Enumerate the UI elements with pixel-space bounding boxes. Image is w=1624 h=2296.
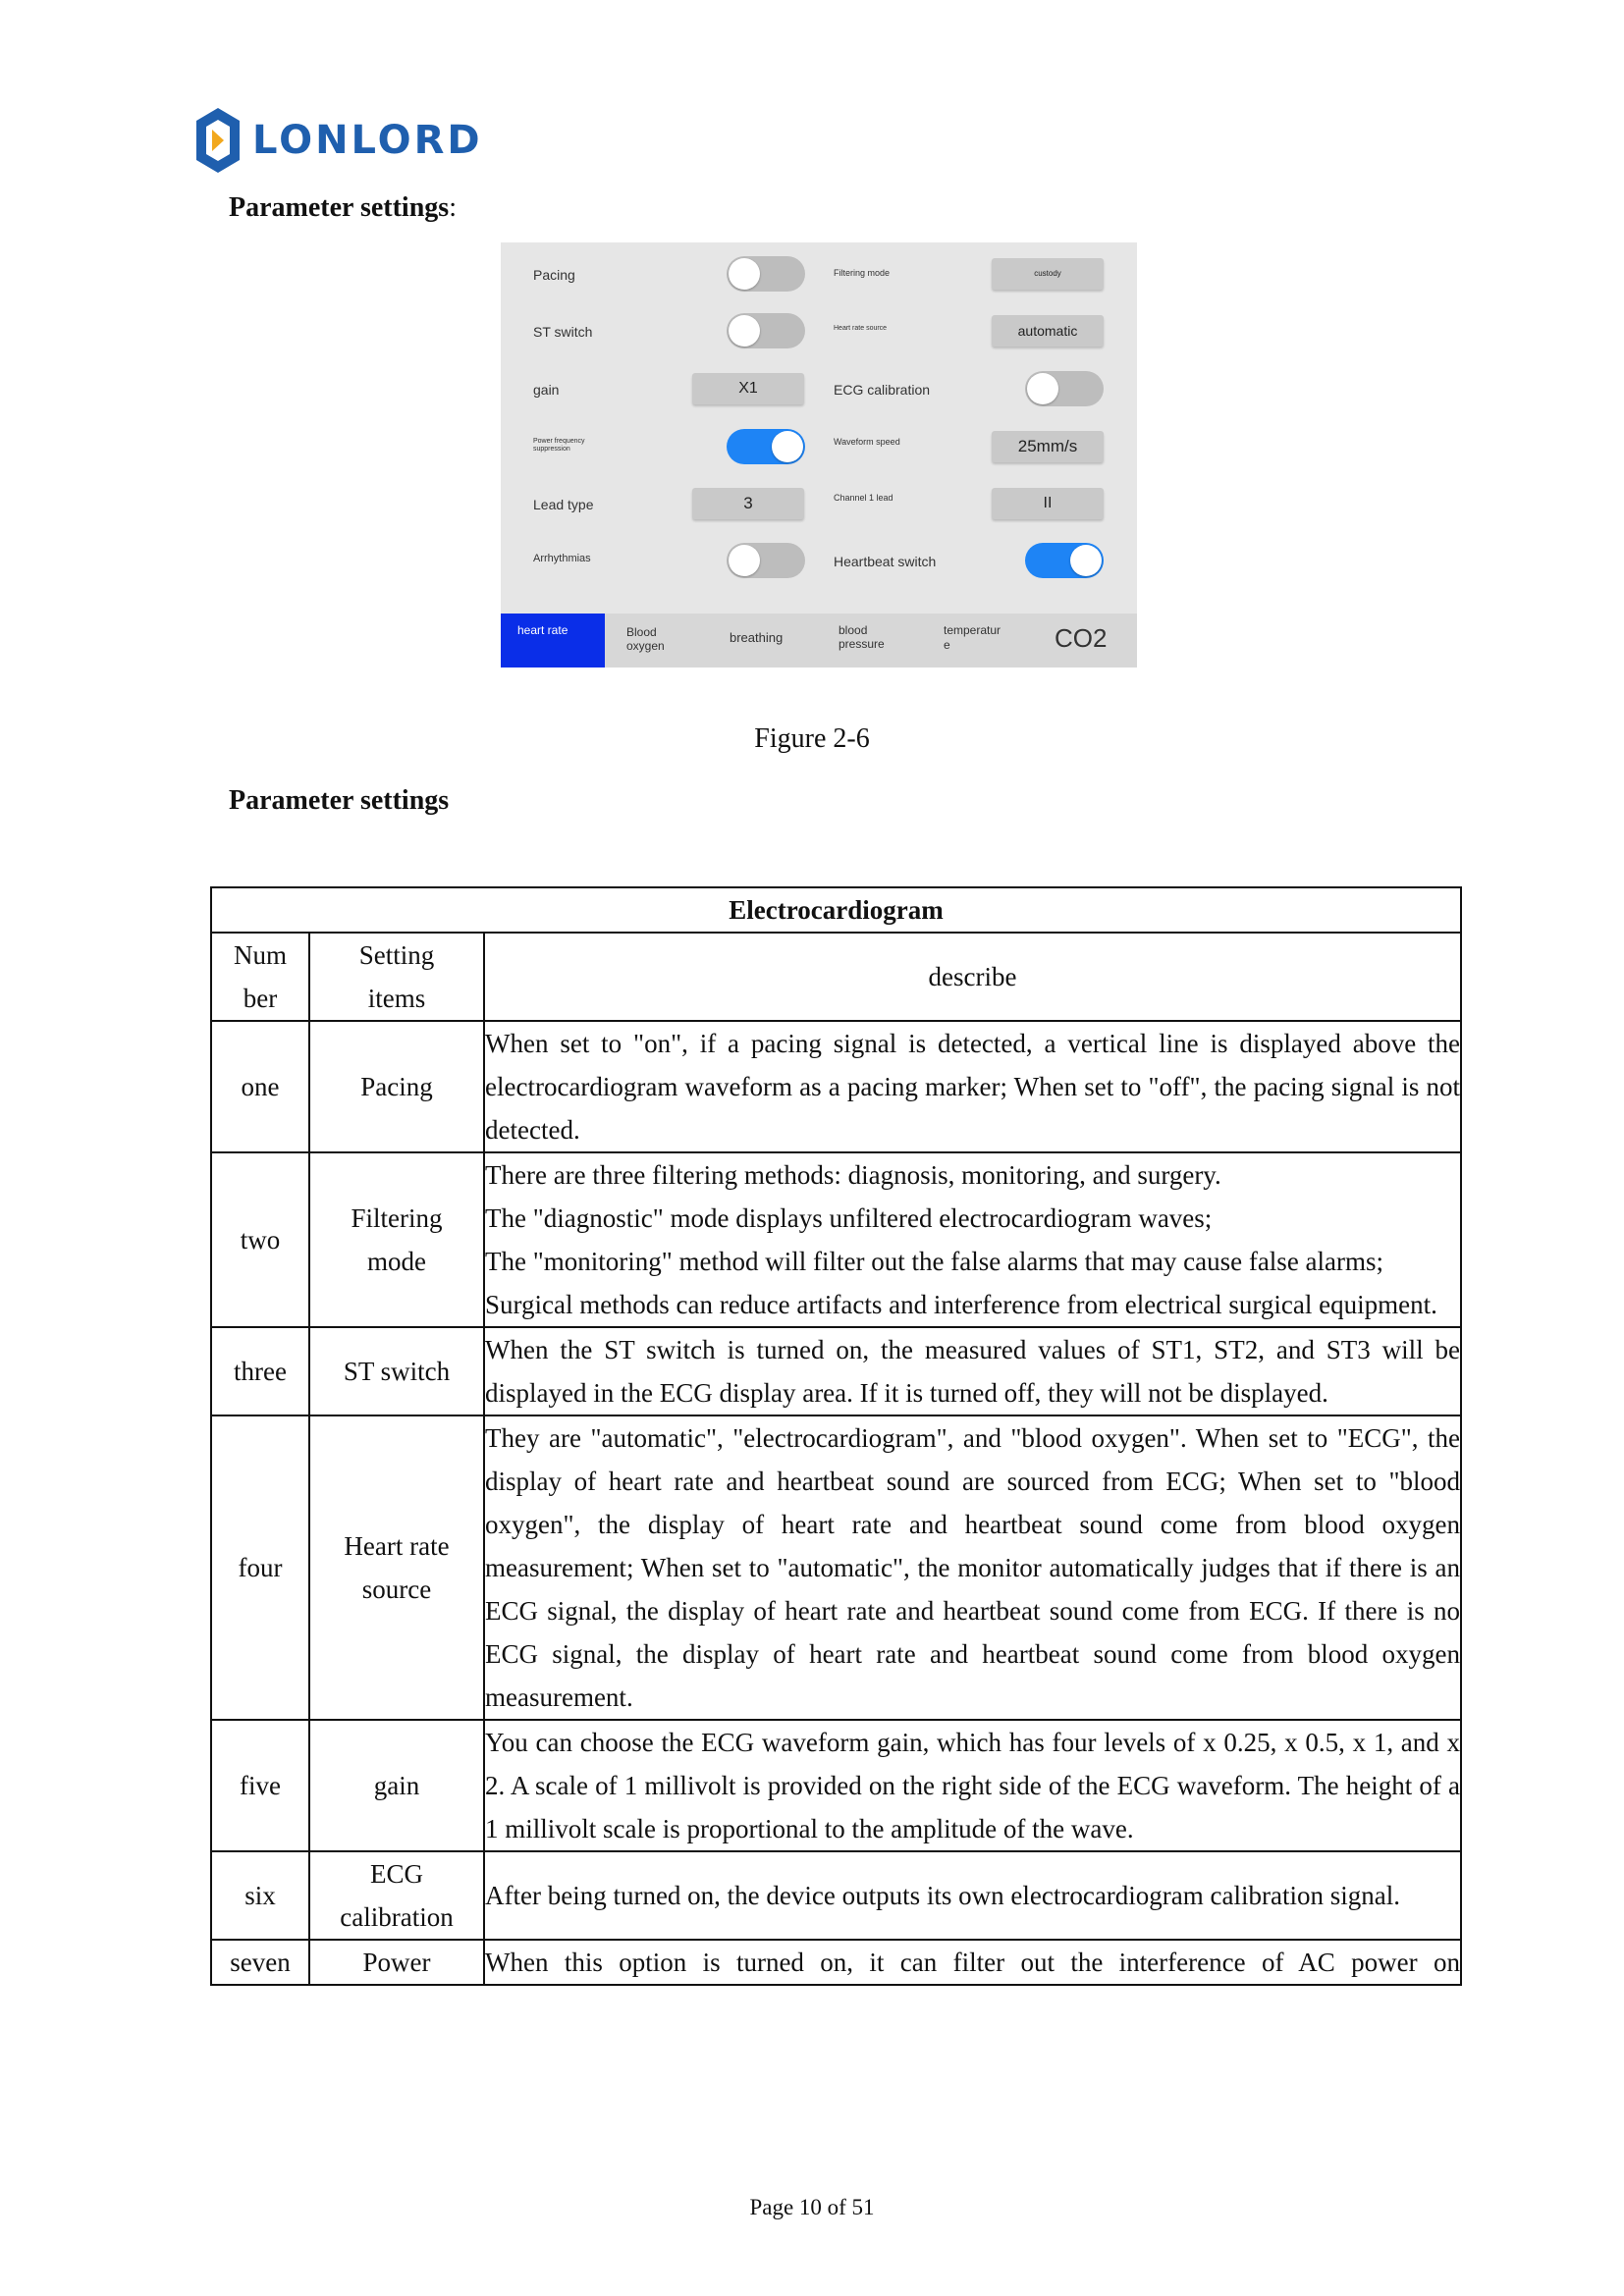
tab-heart-rate[interactable] bbox=[501, 614, 605, 667]
row-description bbox=[484, 1327, 1461, 1415]
toggle-knob bbox=[729, 258, 760, 290]
description-text: After being turned on, the device outputs its own electrocardiogram calibration signal. bbox=[485, 1881, 1400, 1910]
tab-blood-oxygen[interactable] bbox=[617, 614, 705, 667]
tab-temperature[interactable] bbox=[939, 614, 1027, 667]
tab-breathing[interactable] bbox=[721, 614, 819, 667]
row-description bbox=[484, 1415, 1461, 1720]
row-setting: Filtering mode bbox=[309, 1152, 484, 1327]
table-row bbox=[211, 1415, 1461, 1720]
toggle-knob bbox=[1027, 373, 1058, 404]
row-description bbox=[484, 1021, 1461, 1152]
toggle-knob bbox=[729, 545, 760, 576]
ecg-calibration-toggle[interactable] bbox=[1025, 371, 1104, 406]
description-text: When the ST switch is turned on, the measured values of ST1, ST2, and ST3 will be displayed in the ECG display area. If it is turned off, they will not be displayed. bbox=[485, 1335, 1461, 1408]
company-logo bbox=[193, 106, 483, 175]
logo-text: LONLORD bbox=[252, 118, 483, 163]
setting-label-ecg-calibration: ECG calibration bbox=[834, 382, 931, 398]
filtering-mode-button[interactable]: custody bbox=[992, 258, 1104, 290]
section-heading-table: Parameter settings bbox=[229, 785, 450, 816]
st-switch-toggle[interactable] bbox=[727, 313, 805, 348]
toggle-knob bbox=[729, 315, 760, 347]
tab-label: breathing bbox=[730, 630, 784, 645]
setting-label-lead-type: Lead type bbox=[533, 497, 594, 512]
row-number: six bbox=[211, 1851, 309, 1940]
tab-label: Blood oxygen bbox=[626, 625, 665, 653]
parameter-settings-screen bbox=[501, 242, 1137, 667]
table-header-row bbox=[211, 933, 1461, 1021]
description-text: There are three filtering methods: diagnosis, monitoring, and surgery. bbox=[485, 1160, 1221, 1190]
heartbeat-switch-toggle[interactable] bbox=[1025, 543, 1104, 578]
pacing-toggle[interactable] bbox=[727, 256, 805, 292]
header-number: Num ber bbox=[211, 933, 309, 1021]
setting-label-arrhythmias: Arrhythmias bbox=[533, 553, 591, 564]
description-text: The "diagnostic" mode displays unfiltered electrocardiogram waves; bbox=[485, 1203, 1213, 1233]
description-text: You can choose the ECG waveform gain, which has four levels of x 0.25, x 0.5, x 1, and x 2. A scale of 1 millivolt is provided on the right side of the ECG waveform. The height of a 1 millivolt scale is proportional to the amplitude of the wave. bbox=[485, 1728, 1461, 1843]
tab-label: temperatur e bbox=[944, 623, 1001, 652]
toggle-knob bbox=[772, 431, 803, 462]
setting-label-st-switch: ST switch bbox=[533, 324, 593, 340]
setting-label-waveform-speed: Waveform speed bbox=[834, 437, 900, 447]
row-number: two bbox=[211, 1152, 309, 1327]
heart-rate-source-button[interactable]: automatic bbox=[992, 315, 1104, 347]
table-title-row bbox=[211, 887, 1461, 933]
row-setting: gain bbox=[309, 1720, 484, 1851]
setting-label-gain: gain bbox=[533, 382, 560, 398]
row-number: one bbox=[211, 1021, 309, 1152]
tab-co2[interactable] bbox=[1037, 614, 1137, 667]
screen-row bbox=[501, 484, 1137, 523]
screen-row bbox=[501, 427, 1137, 466]
setting-label-filtering-mode: Filtering mode bbox=[834, 268, 891, 278]
table-row bbox=[211, 1720, 1461, 1851]
power-frequency-suppression-toggle[interactable] bbox=[727, 429, 805, 464]
ecg-parameter-table bbox=[210, 886, 1462, 1986]
setting-label-power-frequency-suppression: Power frequency suppression bbox=[533, 438, 585, 453]
table-row bbox=[211, 1327, 1461, 1415]
logo-hexagon-icon bbox=[193, 106, 243, 175]
section-heading-top bbox=[229, 192, 457, 224]
row-setting: Heart rate source bbox=[309, 1415, 484, 1720]
arrhythmias-toggle[interactable] bbox=[727, 543, 805, 578]
setting-label-heart-rate-source: Heart rate source bbox=[834, 325, 888, 332]
tab-label: blood pressure bbox=[839, 623, 885, 651]
row-setting: ECG calibration bbox=[309, 1851, 484, 1940]
table-row bbox=[211, 1021, 1461, 1152]
table-row bbox=[211, 1152, 1461, 1327]
section-heading-text: Parameter settings bbox=[229, 192, 450, 223]
row-setting: Pacing bbox=[309, 1021, 484, 1152]
row-number: seven bbox=[211, 1940, 309, 1985]
tab-label: CO2 bbox=[1055, 623, 1108, 653]
header-setting-items: Setting items bbox=[309, 933, 484, 1021]
row-setting: ST switch bbox=[309, 1327, 484, 1415]
toggle-knob bbox=[1070, 545, 1102, 576]
tab-blood-pressure[interactable] bbox=[829, 614, 927, 667]
row-number: three bbox=[211, 1327, 309, 1415]
gain-button[interactable]: X1 bbox=[692, 373, 804, 404]
screen-row bbox=[501, 311, 1137, 350]
row-description bbox=[484, 1720, 1461, 1851]
tab-label: heart rate bbox=[517, 623, 568, 637]
row-description bbox=[484, 1851, 1461, 1940]
screen-row bbox=[501, 254, 1137, 294]
description-text: The "monitoring" method will filter out the false alarms that may cause false alarms; bbox=[485, 1247, 1384, 1276]
row-number: four bbox=[211, 1415, 309, 1720]
screen-row bbox=[501, 541, 1137, 580]
setting-label-pacing: Pacing bbox=[533, 267, 575, 283]
description-text: When set to "on", if a pacing signal is detected, a vertical line is displayed above the electrocardiogram waveform as a pacing marker; When set to "off", the pacing signal is not detected. bbox=[485, 1029, 1461, 1145]
table-row bbox=[211, 1851, 1461, 1940]
setting-label-heartbeat-switch: Heartbeat switch bbox=[834, 554, 937, 569]
figure-caption: Figure 2-6 bbox=[754, 723, 870, 754]
row-description bbox=[484, 1940, 1461, 1985]
table-row bbox=[211, 1940, 1461, 1985]
description-text: Surgical methods can reduce artifacts and interference from electrical surgical equipment. bbox=[485, 1290, 1437, 1319]
row-number: five bbox=[211, 1720, 309, 1851]
heading-colon: : bbox=[449, 192, 457, 223]
description-text: When this option is turned on, it can filter out the interference of AC power on bbox=[485, 1948, 1461, 1977]
setting-label-channel-1-lead: Channel 1 lead bbox=[834, 493, 893, 503]
page-number: Page 10 of 51 bbox=[749, 2195, 875, 2219]
waveform-speed-button[interactable]: 25mm/s bbox=[992, 431, 1104, 462]
channel-1-lead-button[interactable]: II bbox=[992, 488, 1104, 519]
description-text: They are "automatic", "electrocardiogram", and "blood oxygen". When set to "ECG", the display of heart rate and heartbeat sound are sourced from ECG; When set to "blood oxygen", the display of heart rate and heartbeat sound come from blood oxygen measurement; When set to "automatic", the monitor automatically judges that if there is an ECG signal, the display of heart rate and heartbeat sound come from ECG. If there is no ECG signal, the display of heart rate and heartbeat sound come from blood oxygen measurement. bbox=[485, 1423, 1461, 1712]
table-title: Electrocardiogram bbox=[211, 887, 1461, 933]
row-description bbox=[484, 1152, 1461, 1327]
lead-type-button[interactable]: 3 bbox=[692, 488, 804, 519]
screen-row bbox=[501, 369, 1137, 408]
header-describe: describe bbox=[484, 933, 1461, 1021]
row-setting: Power bbox=[309, 1940, 484, 1985]
parameter-tab-bar bbox=[501, 614, 1137, 667]
